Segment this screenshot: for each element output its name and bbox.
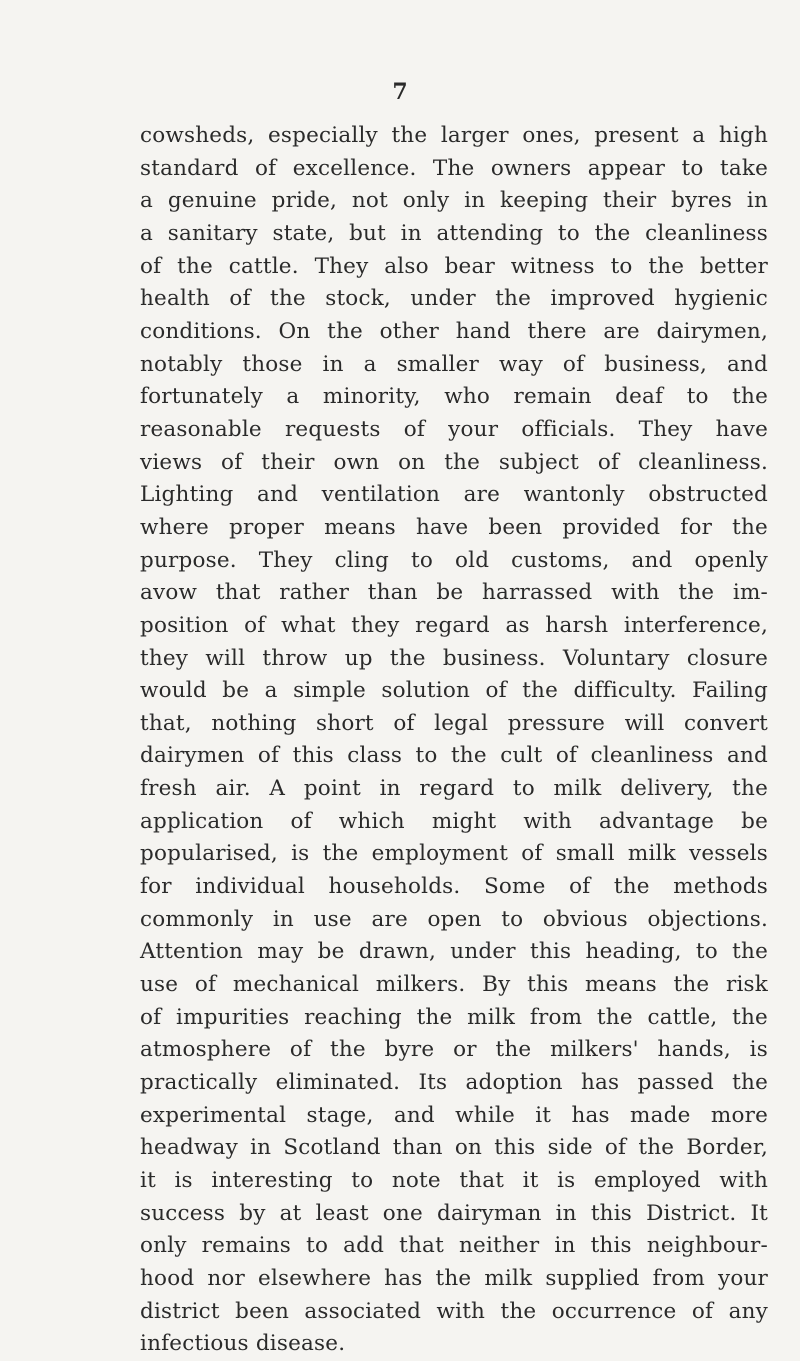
text-line: Lighting and ventilation are wantonly obstructed <box>140 482 768 508</box>
text-line: views of their own on the subject of cleanliness. <box>140 449 768 475</box>
text-line: of impurities reaching the milk from the cattle, the <box>140 1004 768 1030</box>
text-line: popularised, is the employment of small milk vessels <box>140 841 768 867</box>
text-line: where proper means have been provided for the <box>140 514 768 540</box>
text-line: it is interesting to note that it is employed with <box>140 1168 768 1193</box>
text-line: a genuine pride, not only in keeping their byres in <box>140 188 768 214</box>
text-line: cowsheds, especially the larger ones, present a high <box>140 123 768 148</box>
text-line: commonly in use are open to obvious objections. <box>140 906 768 932</box>
text-line: avow that rather than be harrassed with the im- <box>140 580 768 606</box>
text-line: notably those in a smaller way of business, and <box>140 351 768 377</box>
text-line: practically eliminated. Its adoption has passed the <box>140 1070 768 1096</box>
text-line: use of mechanical milkers. By this means the risk <box>140 972 768 998</box>
text-line: dairymen of this class to the cult of cleanliness and <box>140 743 768 769</box>
text-line: purpose. They cling to old customs, and openly <box>140 547 768 573</box>
body-paragraph <box>140 120 800 1361</box>
text-line: for individual households. Some of the methods <box>140 874 768 900</box>
text-line: position of what they regard as harsh interference, <box>140 612 768 638</box>
text-line: Attention may be drawn, under this heading, to the <box>140 939 768 965</box>
text-line: hood nor elsewhere has the milk supplied from your <box>140 1265 768 1291</box>
text-line: that, nothing short of legal pressure will convert <box>140 710 768 736</box>
text-line: health of the stock, under the improved hygienic <box>140 286 768 312</box>
text-line: only remains to add that neither in this neighbour- <box>140 1233 768 1259</box>
text-line: reasonable requests of your officials. They have <box>140 416 768 442</box>
text-line: conditions. On the other hand there are dairymen, <box>140 318 768 344</box>
text-line: a sanitary state, but in attending to the cleanliness <box>140 220 768 246</box>
text-line: headway in Scotland than on this side of the Border, <box>140 1135 768 1161</box>
text-line: of the cattle. They also bear witness to the better <box>140 253 768 279</box>
text-line: they will throw up the business. Voluntary closure <box>140 645 768 671</box>
text-line: standard of excellence. The owners appear to take <box>140 155 768 181</box>
text-line: experimental stage, and while it has made more <box>140 1102 768 1128</box>
text-line: district been associated with the occurrence of any <box>140 1298 768 1324</box>
text-line: success by at least one dairyman in this District. It <box>140 1200 768 1226</box>
text-line: infectious disease. <box>140 1331 346 1357</box>
text-line: fresh air. A point in regard to milk delivery, the <box>140 776 768 802</box>
text-line: atmosphere of the byre or the milkers' hands, is <box>140 1037 768 1063</box>
text-line: would be a simple solution of the difficulty. Failing <box>140 678 768 704</box>
text-line: fortunately a minority, who remain deaf to the <box>140 384 768 410</box>
page-number: 7 <box>392 79 408 105</box>
text-line: application of which might with advantage be <box>140 808 768 834</box>
